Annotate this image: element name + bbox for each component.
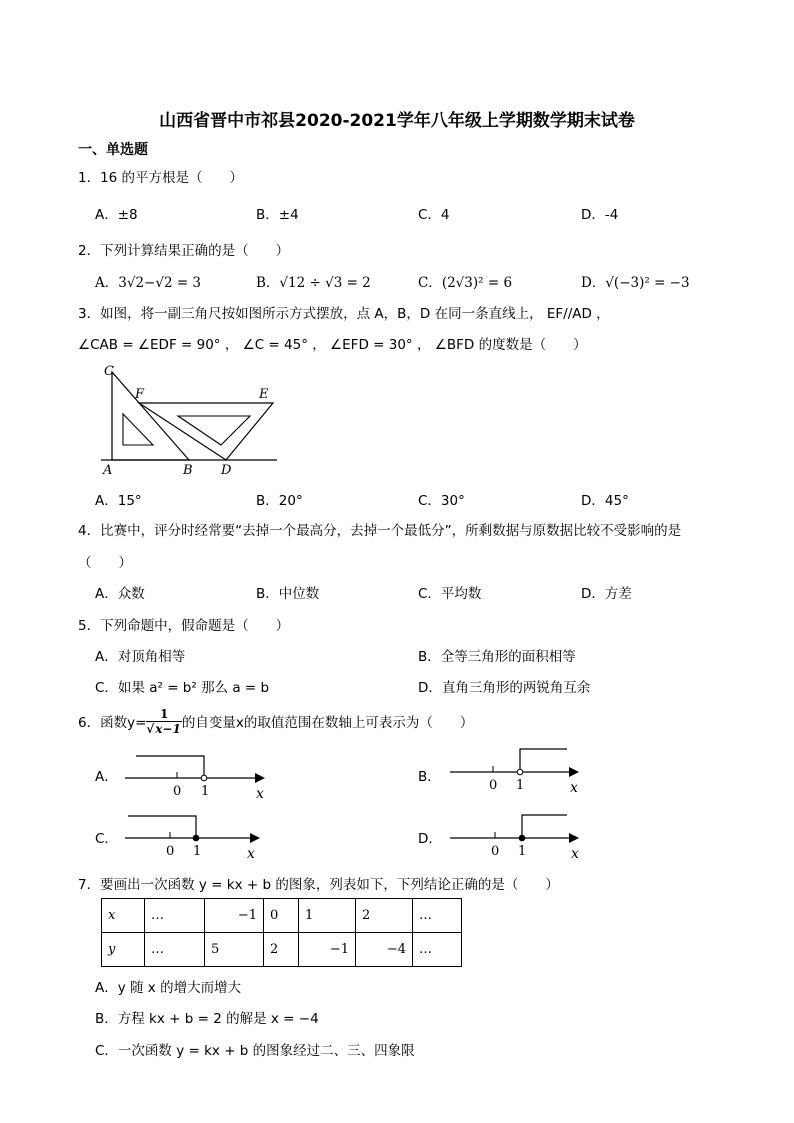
q6-numberline-b <box>445 746 585 796</box>
q3-stem-line2: ∠CAB = ∠EDF = 90° ， ∠C = 45° ， ∠EFD = 30° ， ∠BFD 的度数是（ ） <box>78 337 587 353</box>
q6-fraction-denominator: x−1 <box>155 721 181 736</box>
q7-option-c: C．一次函数 y = kx + b 的图象经过二、三、四象限 <box>95 1043 415 1059</box>
tick-0: 0 <box>489 778 498 793</box>
label-a: A <box>103 463 113 478</box>
q6-stem-post: 的自变量x的取值范围在数轴上可表示为（ ） <box>181 715 474 731</box>
table-cell: 5 <box>205 933 264 967</box>
q4-stem-line2: （ ） <box>78 555 132 571</box>
tick-0: 0 <box>173 784 182 799</box>
table-cell: 0 <box>264 899 299 933</box>
q6-stem <box>78 704 473 738</box>
q7-value-table <box>101 898 462 967</box>
q3-triangle-figure <box>95 362 285 480</box>
q4-stem-line1: 4．比赛中，评分时经常要“去掉一个最高分，去掉一个最低分”，所剩数据与原数据比较不受影响的是 <box>78 523 682 539</box>
label-e: E <box>259 387 269 402</box>
label-b: B <box>183 463 193 478</box>
tick-1: 1 <box>201 784 210 799</box>
q2-stem: 2．下列计算结果正确的是（ ） <box>78 243 290 259</box>
q6-option-b: B． <box>418 769 441 785</box>
q6-stem-pre: 6．函数y= <box>78 715 147 731</box>
q6-numberline-c <box>120 812 270 862</box>
q4-option-c: C．平均数 <box>418 586 482 602</box>
section-heading: 一、单选题 <box>78 142 148 158</box>
triangle-def <box>139 403 273 460</box>
table-cell: −1 <box>205 899 264 933</box>
q6-option-d: D． <box>418 831 442 847</box>
label-f: F <box>135 387 145 402</box>
table-cell: … <box>145 933 205 967</box>
table-cell: −4 <box>356 933 413 967</box>
label-d: D <box>221 463 232 478</box>
q4-option-a: A．众数 <box>95 586 145 602</box>
tick-0: 0 <box>491 844 500 859</box>
table-cell: … <box>413 933 462 967</box>
q6-fraction-numerator: 1 <box>146 707 181 722</box>
tick-0: 0 <box>166 844 175 859</box>
q6-fraction: $\frac{1}{√x-1}$ <box>146 706 181 736</box>
table-row-y <box>102 933 462 967</box>
axis-label: x <box>247 846 255 862</box>
q1-stem: 1．16 的平方根是（ ） <box>78 170 244 186</box>
label-c: C <box>104 364 114 379</box>
q5-stem: 5．下列命题中，假命题是（ ） <box>78 618 290 634</box>
q5-option-d: D．直角三角形的两锐角互余 <box>418 680 591 696</box>
tick-1: 1 <box>518 844 527 859</box>
table-cell: −1 <box>299 933 356 967</box>
table-cell: 2 <box>356 899 413 933</box>
q6-option-c: C． <box>95 831 118 847</box>
q4-option-b: B．中位数 <box>256 586 320 602</box>
axis-label: x <box>256 786 264 802</box>
q6-numberline-d <box>445 812 585 862</box>
q2-option-b: B．√12 ÷ √3 = 2 <box>256 275 371 291</box>
q6-numberline-a <box>120 752 270 802</box>
q7-stem: 7．要画出一次函数 y = kx + b 的图象，列表如下，下列结论正确的是（ ） <box>78 877 559 893</box>
table-cell: 2 <box>264 933 299 967</box>
q5-option-c: C．如果 a² = b² 那么 a = b <box>95 680 270 696</box>
q7-option-a: A．y 随 x 的增大而增大 <box>95 980 242 996</box>
q2-option-c: C．(2√3)² = 6 <box>418 275 513 291</box>
q3-option-a: A．15° <box>95 493 142 509</box>
q3-option-c: C．30° <box>418 493 465 509</box>
q1-option-d: D．-4 <box>581 207 619 223</box>
table-cell: x <box>102 899 145 933</box>
q3-stem-line1: 3．如图，将一副三角尺按如图所示方式摆放，点 A，B，D 在同一条直线上， EF//AD ， <box>78 306 610 322</box>
q3-option-d: D．45° <box>581 493 629 509</box>
inner-triangle-abc <box>123 414 153 445</box>
q6-option-a: A． <box>95 769 118 785</box>
table-cell: … <box>413 899 462 933</box>
q1-option-a: A．±8 <box>95 207 138 223</box>
q1-option-b: B．±4 <box>256 207 299 223</box>
q1-option-c: C．4 <box>418 207 450 223</box>
table-row-x <box>102 899 462 933</box>
axis-label: x <box>571 846 579 862</box>
q5-option-a: A．对顶角相等 <box>95 649 186 665</box>
q7-option-b: B．方程 kx + b = 2 的解是 x = −4 <box>95 1011 319 1027</box>
q2-option-d: D．√(−3)² = −3 <box>581 275 690 291</box>
q3-option-b: B．20° <box>256 493 303 509</box>
q4-option-d: D．方差 <box>581 586 632 602</box>
inner-triangle-def <box>178 416 250 445</box>
table-cell: … <box>145 899 205 933</box>
tick-1: 1 <box>193 844 202 859</box>
table-cell: 1 <box>299 899 356 933</box>
axis-label: x <box>570 780 578 796</box>
q2-option-a: A．3√2−√2 = 3 <box>95 275 202 291</box>
tick-1: 1 <box>516 778 525 793</box>
table-cell: y <box>102 933 145 967</box>
q5-option-b: B．全等三角形的面积相等 <box>418 649 576 665</box>
page-title: 山西省晋中市祁县2020-2021学年八年级上学期数学期末试卷 <box>159 111 635 131</box>
